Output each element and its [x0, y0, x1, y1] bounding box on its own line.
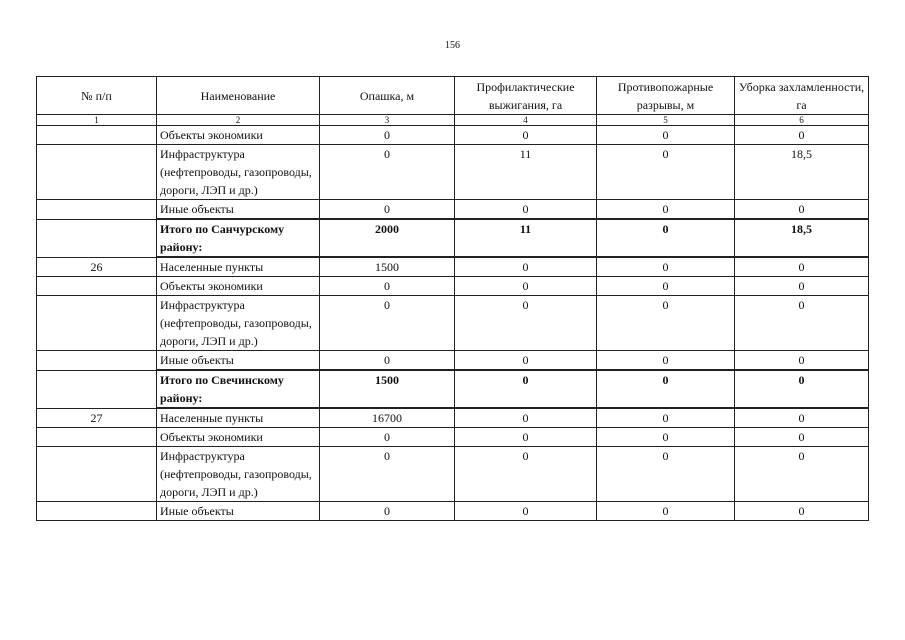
cell-value: 0: [597, 502, 735, 521]
cell-value: 0: [597, 447, 735, 502]
row-name: Итого по Санчурскому району:: [157, 219, 320, 257]
cell-value: 0: [597, 257, 735, 277]
cell-value: 0: [597, 145, 735, 200]
row-number: [37, 219, 157, 257]
cell-value: 0: [597, 428, 735, 447]
row-number: 27: [37, 408, 157, 428]
data-table: [36, 76, 869, 521]
row-name: Иные объекты: [157, 351, 320, 371]
cell-value: 0: [320, 145, 455, 200]
cell-value: 0: [597, 370, 735, 408]
row-name: Объекты экономики: [157, 126, 320, 145]
cell-value: 0: [455, 502, 597, 521]
row-name: Инфраструктура (нефтепроводы, газопроводы, дороги, ЛЭП и др.): [157, 296, 320, 351]
row-number: [37, 428, 157, 447]
table-row: [37, 447, 869, 502]
row-name: Инфраструктура (нефтепроводы, газопроводы, дороги, ЛЭП и др.): [157, 145, 320, 200]
column-number: 1: [37, 115, 157, 126]
cell-value: 0: [455, 428, 597, 447]
total-row: [37, 370, 869, 408]
cell-value: 0: [735, 428, 869, 447]
header-cell: Опашка, м: [320, 77, 455, 115]
cell-value: 0: [320, 126, 455, 145]
row-name: Населенные пункты: [157, 408, 320, 428]
column-number-row: [37, 115, 869, 126]
cell-value: 0: [455, 447, 597, 502]
cell-value: 0: [455, 257, 597, 277]
cell-value: 0: [735, 370, 869, 408]
cell-value: 0: [320, 296, 455, 351]
cell-value: 0: [735, 257, 869, 277]
row-number: 26: [37, 257, 157, 277]
cell-value: 11: [455, 219, 597, 257]
row-name: Иные объекты: [157, 502, 320, 521]
header-cell: № п/п: [37, 77, 157, 115]
cell-value: 11: [455, 145, 597, 200]
cell-value: 0: [735, 200, 869, 220]
cell-value: 0: [735, 408, 869, 428]
total-row: [37, 219, 869, 257]
cell-value: 0: [597, 296, 735, 351]
cell-value: 0: [320, 277, 455, 296]
cell-value: 0: [597, 277, 735, 296]
header-cell: Наименование: [157, 77, 320, 115]
table-row: [37, 200, 869, 220]
row-name: Итого по Свечинскому району:: [157, 370, 320, 408]
cell-value: 0: [320, 447, 455, 502]
table-row: [37, 126, 869, 145]
table-row: [37, 428, 869, 447]
cell-value: 0: [735, 351, 869, 371]
header-cell: Противопожарные разрывы, м: [597, 77, 735, 115]
cell-value: 0: [455, 408, 597, 428]
cell-value: 0: [455, 200, 597, 220]
cell-value: 0: [320, 351, 455, 371]
table-row: [37, 277, 869, 296]
row-number: [37, 296, 157, 351]
cell-value: 0: [455, 126, 597, 145]
cell-value: 0: [735, 502, 869, 521]
header-cell: Профилактические выжигания, га: [455, 77, 597, 115]
cell-value: 0: [320, 502, 455, 521]
row-number: [37, 447, 157, 502]
cell-value: 0: [735, 296, 869, 351]
row-number: [37, 145, 157, 200]
row-name: Объекты экономики: [157, 277, 320, 296]
cell-value: 0: [597, 351, 735, 371]
cell-value: 0: [455, 277, 597, 296]
row-number: [37, 351, 157, 371]
row-number: [37, 502, 157, 521]
cell-value: 0: [735, 126, 869, 145]
header-row: [37, 77, 869, 115]
row-name: Иные объекты: [157, 200, 320, 220]
column-number: 3: [320, 115, 455, 126]
cell-value: 0: [597, 200, 735, 220]
page-number: 156: [445, 40, 460, 51]
row-name: Инфраструктура (нефтепроводы, газопроводы, дороги, ЛЭП и др.): [157, 447, 320, 502]
cell-value: 0: [735, 277, 869, 296]
cell-value: 0: [735, 447, 869, 502]
row-name: Населенные пункты: [157, 257, 320, 277]
header-cell: Уборка захламленности, га: [735, 77, 869, 115]
table-row: [37, 502, 869, 521]
row-number: [37, 370, 157, 408]
row-number: [37, 200, 157, 220]
row-name: Объекты экономики: [157, 428, 320, 447]
cell-value: 0: [320, 200, 455, 220]
cell-value: 0: [455, 296, 597, 351]
cell-value: 1500: [320, 370, 455, 408]
table-row: [37, 351, 869, 371]
row-number: [37, 126, 157, 145]
cell-value: 2000: [320, 219, 455, 257]
table-row: [37, 145, 869, 200]
column-number: 4: [455, 115, 597, 126]
cell-value: 0: [320, 428, 455, 447]
table-row: [37, 296, 869, 351]
row-number: [37, 277, 157, 296]
table-row: [37, 257, 869, 277]
cell-value: 1500: [320, 257, 455, 277]
cell-value: 18,5: [735, 145, 869, 200]
cell-value: 18,5: [735, 219, 869, 257]
cell-value: 0: [597, 126, 735, 145]
cell-value: 0: [597, 408, 735, 428]
cell-value: 16700: [320, 408, 455, 428]
column-number: 5: [597, 115, 735, 126]
cell-value: 0: [597, 219, 735, 257]
cell-value: 0: [455, 351, 597, 371]
column-number: 6: [735, 115, 869, 126]
cell-value: 0: [455, 370, 597, 408]
column-number: 2: [157, 115, 320, 126]
table-row: [37, 408, 869, 428]
